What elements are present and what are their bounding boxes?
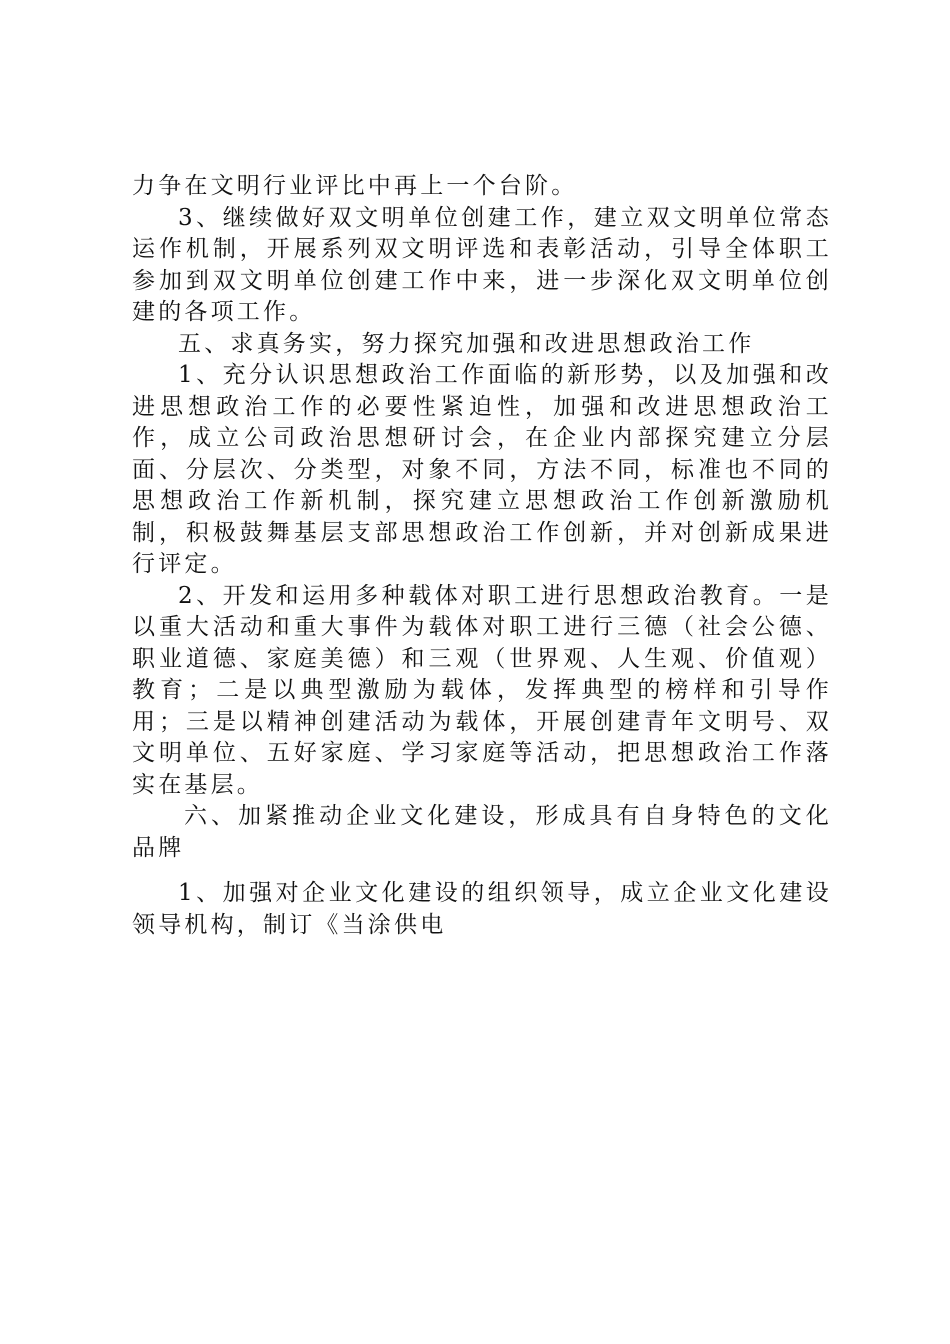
paragraph-item-3: 3、继续做好双文明单位创建工作，建立双文明单位常态运作机制，开展系列双文明评选和表彰活动，引导全体职工参加到双文明单位创建工作中来，进一步深化双文明单位创建的各项工作。 — [132, 204, 832, 325]
section-heading-six: 六、加紧推动企业文化建设，形成具有自身特色的文化品牌 — [132, 803, 832, 861]
paragraph-item-1-section-six: 1、加强对企业文化建设的组织领导，成立企业文化建设领导机构，制订《当涂供电 — [132, 880, 832, 938]
document-body — [132, 171, 832, 941]
paragraph-item-2-section-five: 2、开发和运用多种载体对职工进行思想政治教育。一是以重大活动和重大事件为载体对职工进行三德（社会公德、职业道德、家庭美德）和三观（世界观、人生观、价值观）教育；二是以典型激励为载体，发挥典型的榜样和引导作用；三是以精神创建活动为载体，开展创建青年文明号、双文明单位、五好家庭、学习家庭等活动，把思想政治工作落实在基层。 — [132, 582, 832, 798]
paragraph-item-1-section-five: 1、充分认识思想政治工作面临的新形势，以及加强和改进思想政治工作的必要性紧迫性，加强和改进思想政治工作，成立公司政治思想研讨会，在企业内部探究建立分层面、分层次、分类型，对象不同，方法不同，标准也不同的思想政治工作新机制，探究建立思想政治工作创新激励机制，积极鼓舞基层支部思想政治工作创新，并对创新成果进行评定。 — [132, 362, 832, 577]
section-heading-five: 五、求真务实，努力探究加强和改进思想政治工作 — [178, 330, 755, 357]
paragraph-continuation: 力争在文明行业评比中再上一个台阶。 — [132, 173, 578, 199]
